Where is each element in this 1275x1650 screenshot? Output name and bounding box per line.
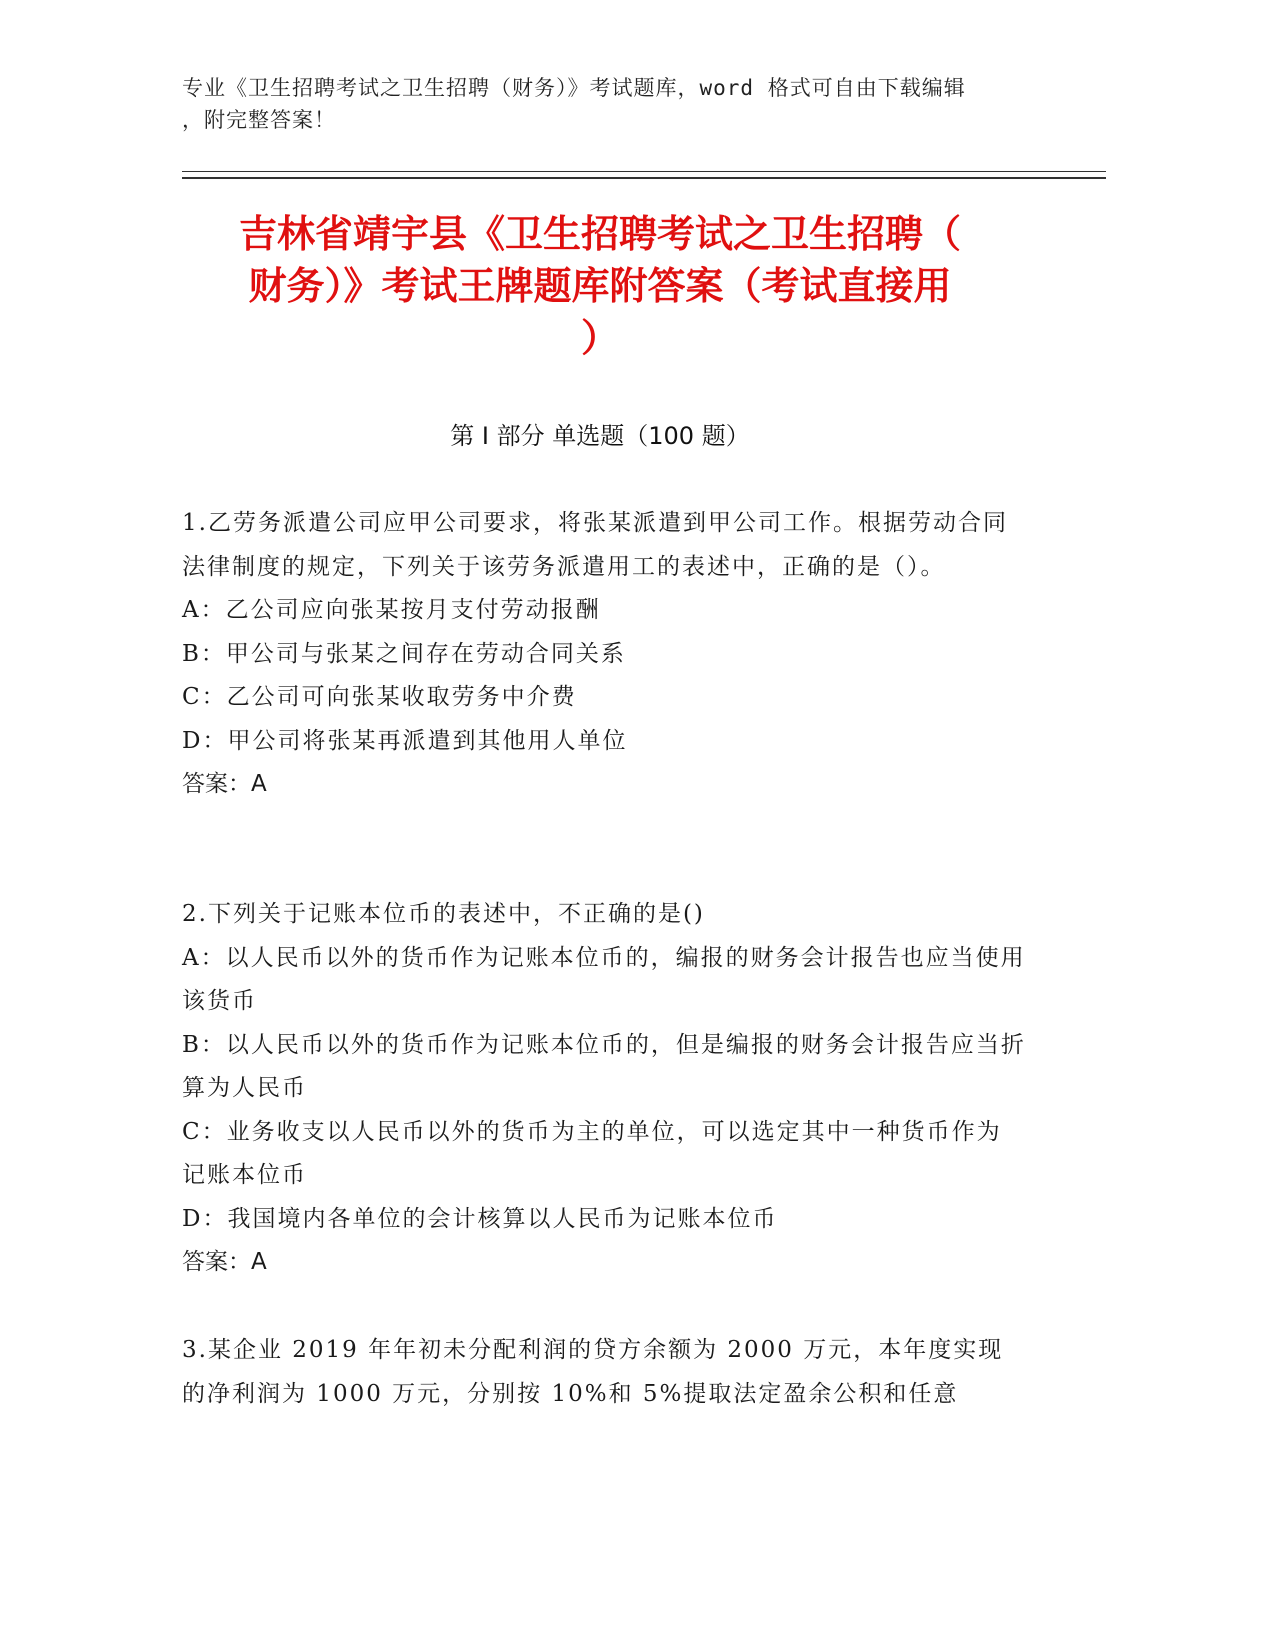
answer-label: 答案：A <box>182 771 267 797</box>
option-c: C：业务收支以人民币以外的货币为主的单位，可以选定其中一种货币作为记账本位币 <box>182 1118 1002 1188</box>
header-divider-thin <box>182 171 1106 172</box>
question-stem: 3.某企业 2019 年年初未分配利润的贷方余额为 2000 万元，本年度实现的净利润为 1000 万元，分别按 10%和 5%提取法定盈余公积和任意 <box>182 1337 1004 1407</box>
header-note-line: ，附完整答案！ <box>182 108 336 132</box>
question-stem: 2.下列关于记账本位币的表述中，不正确的是() <box>182 901 705 927</box>
answer-label: 答案：A <box>182 1249 267 1275</box>
header-note <box>182 72 1062 136</box>
option-a: A：以人民币以外的货币作为记账本位币的，编报的财务会计报告也应当使用该货币 <box>182 944 1026 1014</box>
document-title-line: 财务）》考试王牌题库附答案（考试直接用 <box>248 264 952 308</box>
question-3 <box>182 1329 1026 1416</box>
option-b: B：以人民币以外的货币作为记账本位币的，但是编报的财务会计报告应当折算为人民币 <box>182 1031 1026 1101</box>
question-1 <box>182 502 1026 807</box>
option-c: C：乙公司可向张某收取劳务中介费 <box>182 684 577 710</box>
document-title-line: 吉林省靖宇县《卫生招聘考试之卫生招聘（ <box>238 212 961 256</box>
option-b: B：甲公司与张某之间存在劳动合同关系 <box>182 640 626 667</box>
question-2 <box>182 893 1026 1285</box>
header-divider-thick <box>182 177 1106 179</box>
question-stem: 1.乙劳务派遣公司应甲公司要求，将张某派遣到甲公司工作。根据劳动合同法律制度的规定，下列关于该劳务派遣用工的表述中，正确的是（）。 <box>182 510 1008 580</box>
header-note-line: 专业《卫生招聘考试之卫生招聘（财务）》考试题库，word 格式可自由下载编辑 <box>182 76 966 100</box>
section-title: 第 I 部分 单选题（100 题） <box>450 422 750 450</box>
document-title <box>182 208 1018 364</box>
option-d: D：我国境内各单位的会计核算以人民币为记账本位币 <box>182 1205 778 1232</box>
document-title-line: ） <box>580 316 619 360</box>
option-a: A：乙公司应向张某按月支付劳动报酬 <box>182 597 601 623</box>
option-d: D：甲公司将张某再派遣到其他用人单位 <box>182 727 628 754</box>
